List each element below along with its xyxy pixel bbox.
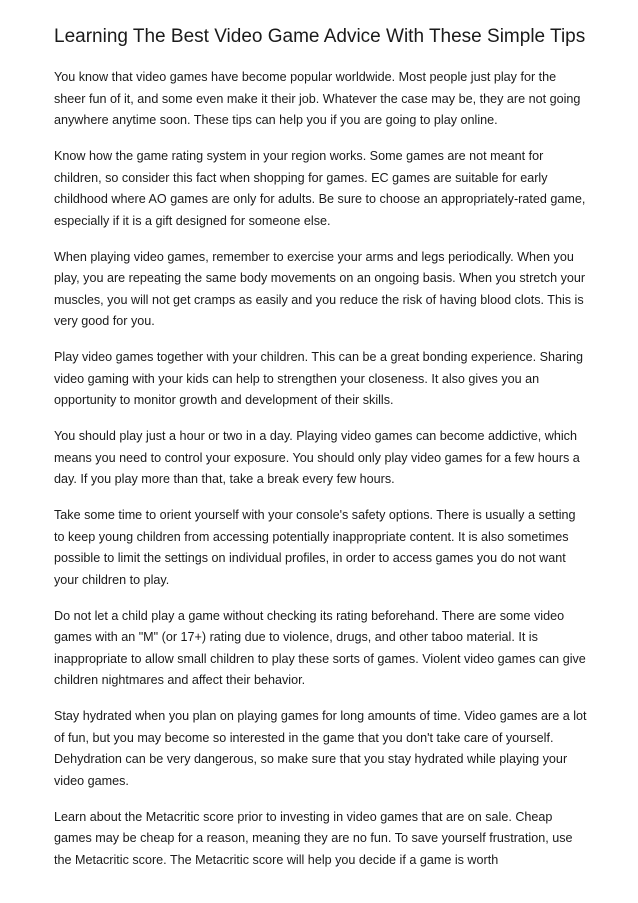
paragraph-safety-options: Take some time to orient yourself with your console's safety options. There is usually a setting to keep young children from accessing potentially inappropriate content. It is also sometimes possible to limit the settings on individual profiles, in order to access games you do not want your children to play. <box>54 508 576 587</box>
document-page <box>54 26 589 886</box>
paragraph-rating-intro: You know that video games have become popular worldwide. Most people just play for the sheer fun of it, and some even make it their job. Whatever the case may be, they are not going anywhere anytime soon. These tips can help you if you are going to play online. <box>54 70 581 127</box>
paragraph-stay-hydrated: Stay hydrated when you plan on playing games for long amounts of time. Video games are a lot of fun, but you may become so interested in the game that you don't take care of yourself. Dehydration can be very dangerous, so make sure that you stay hydrated while playing your video games. <box>54 709 587 788</box>
paragraph-exercise: When playing video games, remember to exercise your arms and legs periodically. When you play, you are repeating the same body movements on an ongoing basis. When you stretch your muscles, you will not get cramps as easily and you reduce the risk of having blood clots. This is very good for you. <box>54 249 586 328</box>
document-title: Learning The Best Video Game Advice With These Simple Tips <box>54 26 586 47</box>
paragraph-limit-time: You should play just a hour or two in a day. Playing video games can become addictive, which means you need to control your exposure. You should only play video games for a few hours a day. If you play more than that, take a break every few hours. <box>54 429 580 486</box>
paragraph-metacritic: Learn about the Metacritic score prior to investing in video games that are on sale. Cheap games may be cheap for a reason, meaning they are no fun. To save yourself frustration, use the Metacritic score. The Metacritic score will help you decide if a game is worth <box>54 809 573 867</box>
paragraph-check-rating: Do not let a child play a game without checking its rating beforehand. There are some video games with an "M" (or 17+) rating due to violence, drugs, and other taboo material. It is inappropriate to allow small children to play these sorts of games. Violent video games can give children nightmares and affect their behavior. <box>54 608 586 687</box>
paragraph-rating-system: Know how the game rating system in your region works. Some games are not meant for children, so consider this fact when shopping for games. EC games are suitable for early childhood where AO games are only for adults. Be sure to choose an appropriately-rated game, especially if it is a gift designed for someone else. <box>54 149 586 228</box>
paragraph-play-with-children: Play video games together with your children. This can be a great bonding experience. Sharing video gaming with your kids can help to strengthen your closeness. It also gives you an opportunity to monitor growth and development of their skills. <box>54 350 584 407</box>
